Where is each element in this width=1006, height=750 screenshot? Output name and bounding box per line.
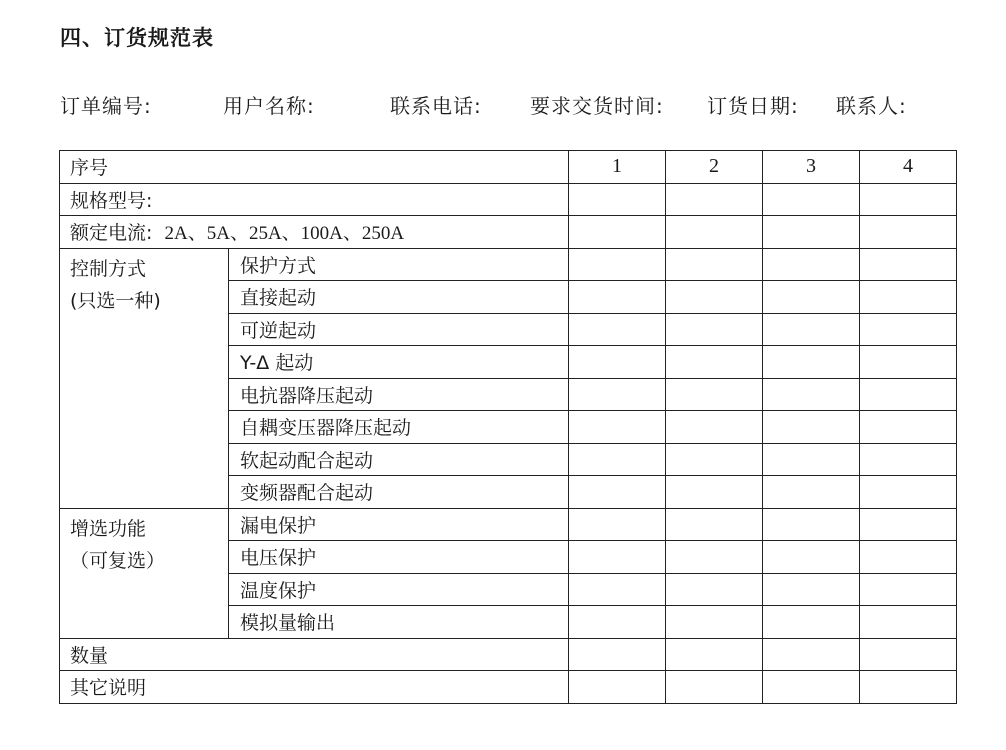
- table-cell[interactable]: [666, 411, 763, 444]
- table-cell[interactable]: [569, 281, 666, 314]
- control-item: Y-Δ 起动: [229, 346, 569, 379]
- table-cell[interactable]: [860, 443, 957, 476]
- table-cell[interactable]: [860, 346, 957, 379]
- table-cell[interactable]: [860, 183, 957, 216]
- optional-item: 漏电保护: [229, 508, 569, 541]
- table-cell[interactable]: [569, 248, 666, 281]
- table-cell[interactable]: [763, 573, 860, 606]
- table-row-quantity: [60, 638, 957, 671]
- table-cell[interactable]: [569, 671, 666, 704]
- rated-current-label: 额定电流:: [70, 222, 153, 245]
- control-item: 自耦变压器降压起动: [229, 411, 569, 444]
- table-cell[interactable]: [763, 216, 860, 249]
- table-cell[interactable]: [860, 638, 957, 671]
- quantity-label: 数量: [60, 638, 569, 671]
- control-item: 变频器配合起动: [229, 476, 569, 509]
- table-cell[interactable]: [666, 443, 763, 476]
- table-cell[interactable]: [569, 313, 666, 346]
- table-cell[interactable]: [763, 541, 860, 574]
- control-mode-title: 控制方式: [70, 257, 147, 280]
- table-cell[interactable]: [666, 606, 763, 639]
- table-cell[interactable]: [569, 638, 666, 671]
- table-cell[interactable]: [666, 248, 763, 281]
- customer-name-label: 用户名称:: [223, 94, 315, 118]
- table-cell[interactable]: [860, 606, 957, 639]
- table-cell[interactable]: [763, 476, 860, 509]
- column-4-header: 4: [860, 151, 957, 184]
- rated-current-cell: [60, 216, 569, 249]
- table-cell[interactable]: [860, 476, 957, 509]
- table-cell[interactable]: [860, 508, 957, 541]
- table-cell[interactable]: [763, 281, 860, 314]
- control-item: 保护方式: [229, 248, 569, 281]
- table-cell[interactable]: [666, 638, 763, 671]
- table-cell[interactable]: [763, 671, 860, 704]
- table-cell[interactable]: [763, 183, 860, 216]
- table-cell[interactable]: [860, 248, 957, 281]
- table-cell[interactable]: [666, 346, 763, 379]
- control-mode-group-label: [60, 248, 229, 508]
- table-cell[interactable]: [860, 281, 957, 314]
- table-row-remarks: [60, 671, 957, 704]
- table-cell[interactable]: [569, 573, 666, 606]
- table-cell[interactable]: [860, 573, 957, 606]
- table-cell[interactable]: [860, 541, 957, 574]
- table-cell[interactable]: [569, 378, 666, 411]
- optional-item: 温度保护: [229, 573, 569, 606]
- table-cell[interactable]: [569, 346, 666, 379]
- table-cell[interactable]: [569, 508, 666, 541]
- table-cell[interactable]: [763, 606, 860, 639]
- control-item: 电抗器降压起动: [229, 378, 569, 411]
- order-spec-table: [59, 150, 957, 704]
- control-item: 可逆起动: [229, 313, 569, 346]
- table-cell[interactable]: [569, 476, 666, 509]
- table-cell[interactable]: [763, 248, 860, 281]
- control-item: 软起动配合起动: [229, 443, 569, 476]
- table-cell[interactable]: [666, 281, 763, 314]
- table-cell[interactable]: [860, 378, 957, 411]
- optional-function-group-label: [60, 508, 229, 638]
- rated-current-values: 2A、5A、25A、100A、250A: [164, 223, 405, 245]
- table-cell[interactable]: [569, 183, 666, 216]
- table-cell[interactable]: [763, 378, 860, 411]
- table-cell[interactable]: [666, 476, 763, 509]
- column-2-header: 2: [666, 151, 763, 184]
- table-row-optional: [60, 508, 957, 541]
- delivery-time-label: 要求交货时间:: [530, 94, 664, 118]
- table-cell[interactable]: [569, 216, 666, 249]
- contact-person-label: 联系人:: [836, 94, 907, 118]
- control-item: 直接起动: [229, 281, 569, 314]
- table-cell[interactable]: [763, 411, 860, 444]
- phone-label: 联系电话:: [390, 94, 482, 118]
- table-cell[interactable]: [860, 411, 957, 444]
- table-row-rated-current: [60, 216, 957, 249]
- table-cell[interactable]: [569, 606, 666, 639]
- serial-number-header: 序号: [60, 151, 569, 184]
- table-cell[interactable]: [666, 378, 763, 411]
- table-cell[interactable]: [860, 313, 957, 346]
- optional-item: 电压保护: [229, 541, 569, 574]
- table-row-spec-model: [60, 183, 957, 216]
- table-cell[interactable]: [860, 671, 957, 704]
- table-cell[interactable]: [569, 411, 666, 444]
- table-cell[interactable]: [666, 216, 763, 249]
- optional-function-title: 增选功能: [70, 517, 147, 540]
- table-cell[interactable]: [666, 573, 763, 606]
- control-mode-note: (只选一种): [70, 289, 161, 312]
- table-row-header: [60, 151, 957, 184]
- optional-function-note: （可复选）: [70, 549, 166, 572]
- table-cell[interactable]: [860, 216, 957, 249]
- table-cell[interactable]: [666, 671, 763, 704]
- remarks-label: 其它说明: [60, 671, 569, 704]
- table-cell[interactable]: [666, 313, 763, 346]
- table-cell[interactable]: [763, 638, 860, 671]
- column-1-header: 1: [569, 151, 666, 184]
- page-title: 四、订货规范表: [60, 26, 214, 50]
- order-date-label: 订货日期:: [707, 94, 799, 118]
- table-cell[interactable]: [666, 541, 763, 574]
- table-cell[interactable]: [763, 443, 860, 476]
- table-cell[interactable]: [763, 346, 860, 379]
- spec-model-label: 规格型号:: [60, 183, 569, 216]
- table-cell[interactable]: [569, 443, 666, 476]
- column-3-header: 3: [763, 151, 860, 184]
- table-cell[interactable]: [763, 508, 860, 541]
- optional-item: 模拟量输出: [229, 606, 569, 639]
- table-cell[interactable]: [666, 183, 763, 216]
- table-cell[interactable]: [666, 508, 763, 541]
- table-cell[interactable]: [569, 541, 666, 574]
- table-cell[interactable]: [763, 313, 860, 346]
- table-row-control: [60, 248, 957, 281]
- order-number-label: 订单编号:: [60, 94, 152, 118]
